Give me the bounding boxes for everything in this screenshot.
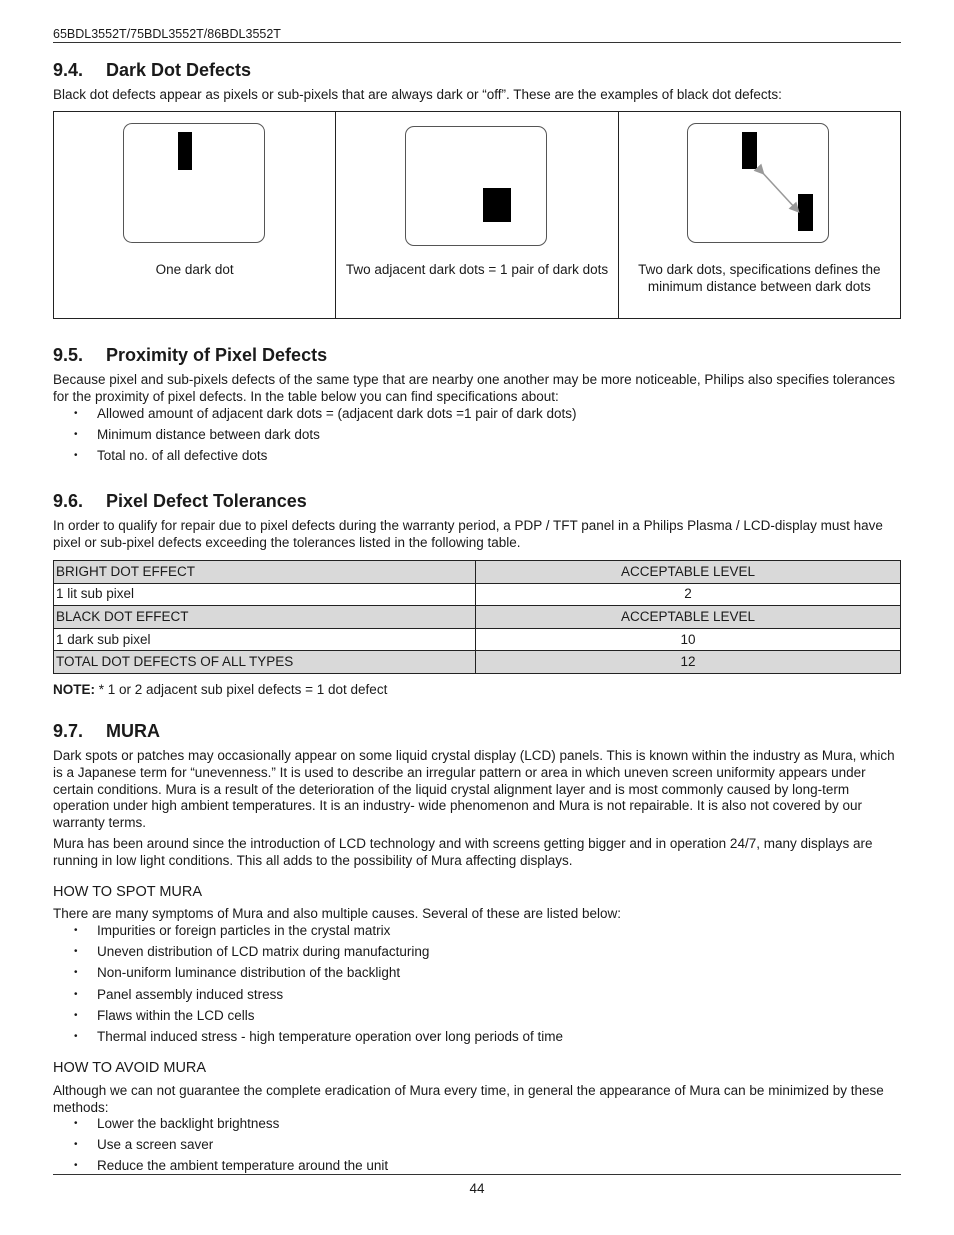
- note-text: * 1 or 2 adjacent sub pixel defects = 1 dot defect: [95, 682, 388, 697]
- screen-illustration: [123, 123, 265, 243]
- screen-illustration: [687, 123, 829, 243]
- list-item: • Lower the backlight brightness: [53, 1116, 388, 1137]
- table-cell-label: 1 lit sub pixel: [54, 583, 476, 606]
- section-title: Pixel Defect Tolerances: [106, 491, 307, 511]
- example-caption: Two dark dots, specifications defines the minimum distance between dark dots: [638, 262, 881, 294]
- section-9-6-intro: In order to qualify for repair due to pixel defects during the warranty period, a PDP / TFT panel in a Philips Plasma / LCD-display must have pixel or sub-pixel defects exceeding the tolerances listed in the following table.: [53, 518, 883, 550]
- table-cell-value: ACCEPTABLE LEVEL: [476, 561, 901, 584]
- section-9-7-heading: [53, 721, 160, 742]
- section-number: 9.4.: [53, 60, 84, 80]
- distance-arrow-icon: [688, 124, 830, 244]
- list-item: • Panel assembly induced stress: [53, 987, 563, 1008]
- how-to-avoid-heading: HOW TO AVOID MURA: [53, 1060, 207, 1076]
- section-9-4-intro: Black dot defects appear as pixels or sub-pixels that are always dark or “off”. These are the examples of black dot defects:: [53, 87, 782, 102]
- section-number: 9.5.: [53, 345, 84, 365]
- section-number: 9.7.: [53, 721, 84, 741]
- pixel-tolerance-table: [53, 560, 901, 674]
- table-cell-label: BRIGHT DOT EFFECT: [54, 561, 476, 584]
- list-item: • Flaws within the LCD cells: [53, 1008, 563, 1029]
- table-cell-value: 10: [476, 628, 901, 651]
- header-divider: [53, 42, 901, 43]
- how-to-spot-intro: There are many symptoms of Mura and also multiple causes. Several of these are listed below:: [53, 906, 622, 921]
- list-item: • Total no. of all defective dots: [53, 448, 577, 469]
- example-two-adjacent-dots: [336, 112, 618, 318]
- proximity-spec-list: [53, 406, 577, 470]
- list-item: • Use a screen saver: [53, 1137, 388, 1158]
- tolerance-note: [53, 682, 901, 699]
- table-cell-label: 1 dark sub pixel: [54, 628, 476, 651]
- footer-divider: [53, 1174, 901, 1175]
- dark-dot: [178, 132, 192, 170]
- how-to-avoid-intro: Although we can not guarantee the complete eradication of Mura every time, in general the appearance of Mura can be minimized by these methods:: [53, 1083, 884, 1115]
- table-cell-value: 12: [476, 651, 901, 674]
- section-9-5-heading: [53, 345, 327, 366]
- running-header-model: 65BDL3552T/75BDL3552T/86BDL3552T: [53, 27, 281, 41]
- table-cell-value: 2: [476, 583, 901, 606]
- how-to-spot-heading: HOW TO SPOT MURA: [53, 884, 203, 900]
- table-row: [54, 628, 901, 651]
- table-row: [54, 583, 901, 606]
- section-title: Proximity of Pixel Defects: [106, 345, 328, 365]
- mura-paragraph-1: Dark spots or patches may occasionally appear on some liquid crystal display (LCD) panels. This is known within the industry as Mura, which is a Japanese term for “unevenness.” It is used to describe an irregular pattern or area in which uneven screen uniformity appears under certain conditions. Mura is a result of the deterioration of the liquid crystal alignment layer and is most commonly caused by long-term operation under high ambient temperatures. It is an industry- wide phenomenon and Mura is not repairable. It is also not covered by our warranty terms.: [53, 748, 895, 831]
- list-item: • Impurities or foreign particles in the crystal matrix: [53, 923, 563, 944]
- list-item: • Non-uniform luminance distribution of the backlight: [53, 965, 563, 986]
- note-label: NOTE:: [53, 682, 95, 697]
- section-9-4-heading: [53, 60, 251, 81]
- mura-causes-list: [53, 923, 563, 1050]
- table-row: [54, 606, 901, 629]
- table-cell-label: BLACK DOT EFFECT: [54, 606, 476, 629]
- list-item: • Thermal induced stress - high temperature operation over long periods of time: [53, 1029, 563, 1050]
- example-two-distant-dots: [619, 112, 900, 318]
- section-9-5-intro: Because pixel and sub-pixels defects of the same type that are nearby one another may be more noticeable, Philips also specifies tolerances for the proximity of pixel defects. In the table below you can find specifications about:: [53, 372, 895, 404]
- page-number: 44: [469, 1181, 485, 1196]
- section-number: 9.6.: [53, 491, 84, 511]
- list-item: • Uneven distribution of LCD matrix during manufacturing: [53, 944, 563, 965]
- table-row: [54, 651, 901, 674]
- mura-avoidance-list: [53, 1116, 388, 1180]
- section-title: Dark Dot Defects: [106, 60, 252, 80]
- dark-dot-pair: [483, 188, 511, 222]
- example-caption: One dark dot: [155, 262, 234, 277]
- list-item: • Allowed amount of adjacent dark dots = (adjacent dark dots =1 pair of dark dots): [53, 406, 577, 427]
- list-item: • Reduce the ambient temperature around the unit: [53, 1158, 388, 1179]
- dark-dot-examples-table: [53, 111, 901, 319]
- table-cell-label: TOTAL DOT DEFECTS OF ALL TYPES: [54, 651, 476, 674]
- mura-paragraph-2: Mura has been around since the introduction of LCD technology and with screens getting bigger and in operation 24/7, many displays are running in low light conditions. This all adds to the possibility of Mura affecting displays.: [53, 836, 873, 868]
- table-row: [54, 561, 901, 584]
- example-caption: Two adjacent dark dots = 1 pair of dark dots: [345, 262, 609, 277]
- section-title: MURA: [106, 721, 160, 741]
- screen-illustration: [405, 126, 547, 246]
- example-one-dark-dot: [54, 112, 336, 318]
- table-cell-value: ACCEPTABLE LEVEL: [476, 606, 901, 629]
- section-9-6-heading: [53, 491, 307, 512]
- list-item: • Minimum distance between dark dots: [53, 427, 577, 448]
